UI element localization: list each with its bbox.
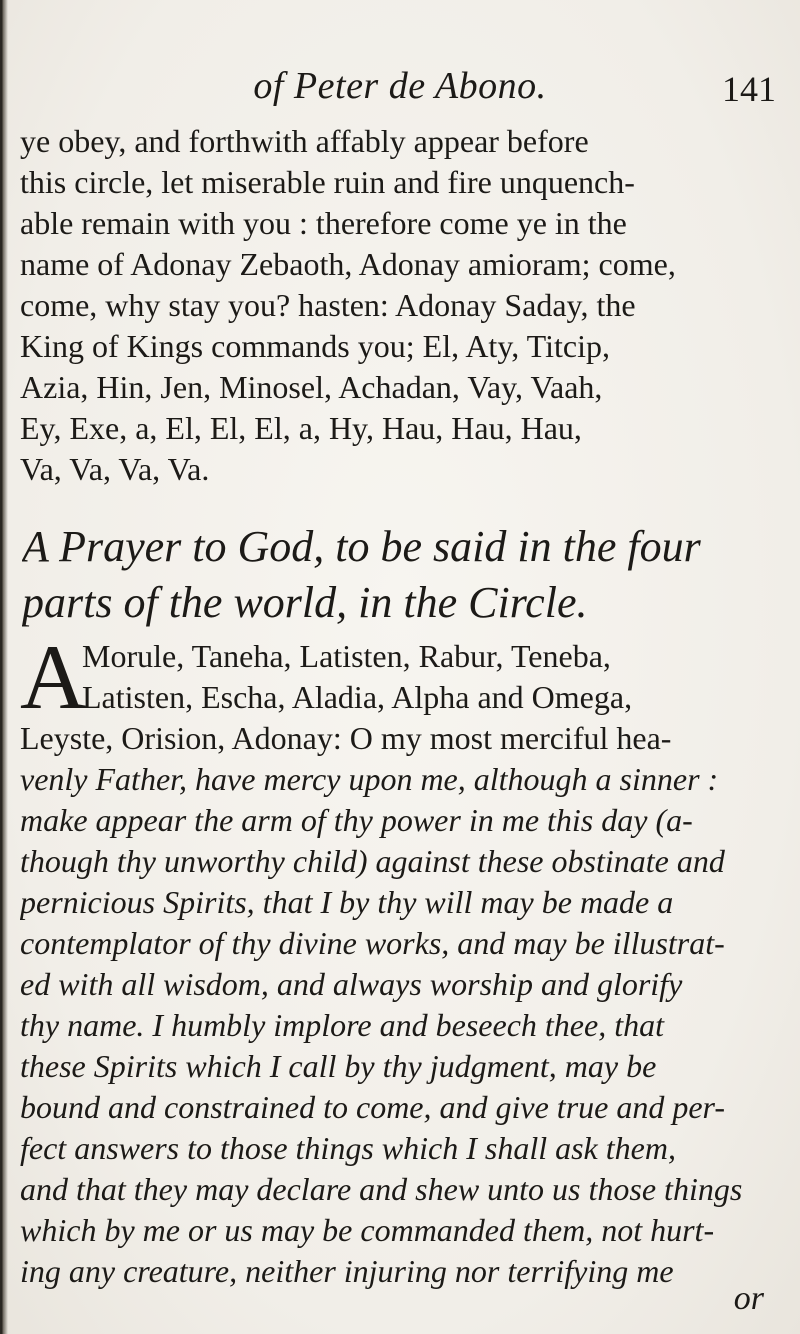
text-line: this circle, let miserable ruin and fire unquench- (20, 164, 635, 200)
text-line: which by me or us may be commanded them, not hurt- (20, 1212, 715, 1248)
catchword: or (733, 1280, 764, 1317)
drop-cap: A (20, 626, 87, 728)
heading-line: parts of the world, in the Circle. (22, 578, 588, 627)
section-heading (22, 519, 792, 631)
text-line: Va, Va, Va, Va. (20, 451, 210, 487)
text-line: Latisten, Escha, Aladia, Alpha and Omega, (82, 679, 633, 715)
text-line: come, why stay you? hasten: Adonay Saday, the (20, 287, 636, 323)
page-gutter-edge (0, 0, 8, 1334)
text-line: ye obey, and forthwith affably appear before (20, 123, 589, 159)
text-line: venly Father, have mercy upon me, although a sinner : (20, 761, 719, 797)
text-line: Leyste, Orision, Adonay: O my most merciful hea- (20, 720, 672, 756)
text-line: Morule, Taneha, Latisten, Rabur, Teneba, (82, 638, 611, 674)
text-line: ing any creature, neither injuring nor terrifying me (20, 1253, 674, 1289)
text-line: Azia, Hin, Jen, Minosel, Achadan, Vay, Vaah, (20, 369, 603, 405)
text-line: King of Kings commands you; El, Aty, Titcip, (20, 328, 610, 364)
text-line: pernicious Spirits, that I by thy will may be made a (20, 884, 674, 920)
text-line: these Spirits which I call by thy judgment, may be (20, 1048, 657, 1084)
running-head (0, 60, 800, 110)
text-line: name of Adonay Zebaoth, Adonay amioram; come, (20, 246, 676, 282)
text-line: thy name. I humbly implore and beseech thee, that (20, 1007, 664, 1043)
running-head-title: of Peter de Abono. (253, 65, 547, 107)
page-number: 141 (722, 69, 776, 109)
text-line: and that they may declare and shew unto us those things (20, 1171, 743, 1207)
text-line: ed with all wisdom, and always worship and glorify (20, 966, 683, 1002)
text-line: contemplator of thy divine works, and may be illustrat- (20, 925, 725, 961)
text-line: able remain with you : therefore come ye in the (20, 205, 627, 241)
text-line: Ey, Exe, a, El, El, El, a, Hy, Hau, Hau, Hau, (20, 410, 582, 446)
text-line: make appear the arm of thy power in me this day (a- (20, 802, 693, 838)
paragraph-1 (20, 121, 792, 490)
text-line: bound and constrained to come, and give true and per- (20, 1089, 726, 1125)
heading-line: A Prayer to God, to be said in the four (22, 522, 701, 571)
paragraph-2 (20, 626, 792, 1292)
text-line: though thy unworthy child) against these obstinate and (20, 843, 725, 879)
text-line: fect answers to those things which I shall ask them, (20, 1130, 676, 1166)
